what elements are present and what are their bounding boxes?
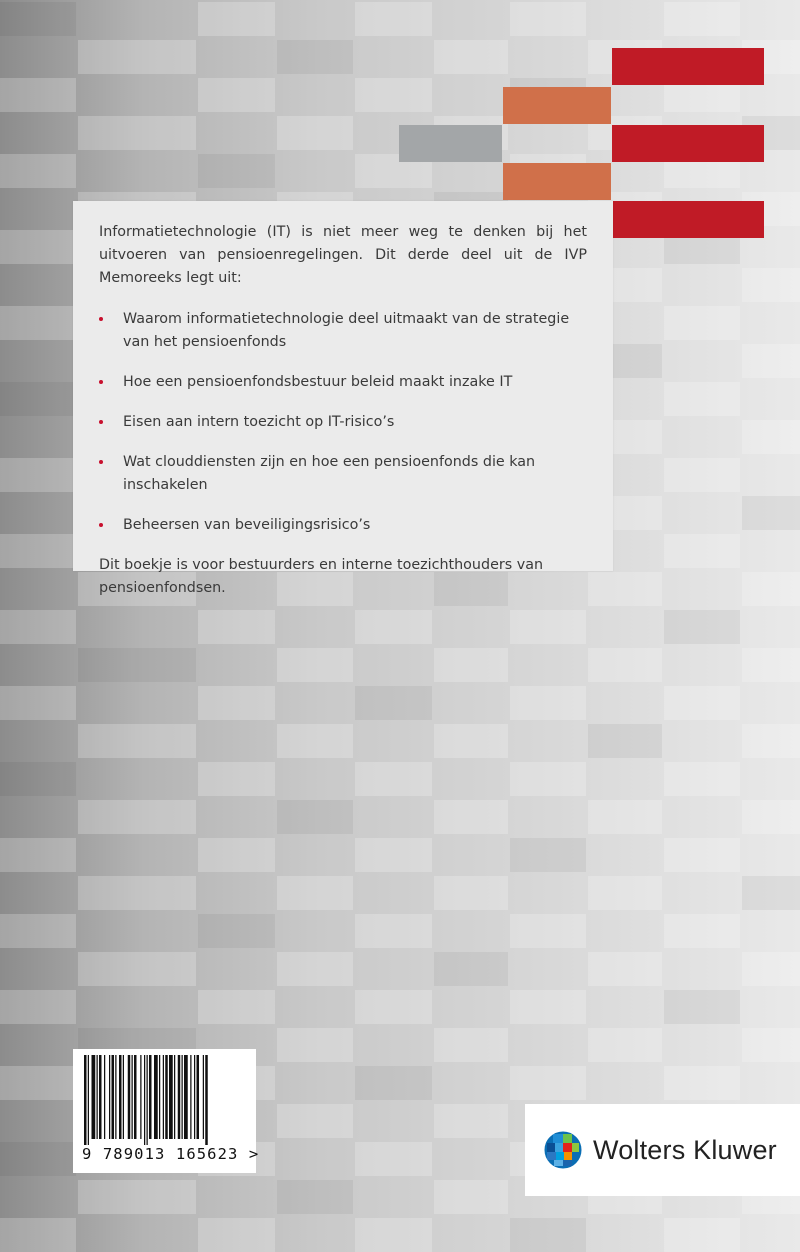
background-tile [0, 762, 76, 796]
background-tile [664, 2, 740, 36]
background-tile [277, 952, 353, 986]
background-tile [588, 724, 662, 758]
background-tile [355, 78, 432, 112]
background-tile [0, 686, 76, 720]
background-tile [742, 268, 800, 302]
background-tile [0, 534, 76, 568]
background-tile [0, 154, 76, 188]
accent-red-block-top [612, 48, 764, 85]
barcode-bar [99, 1055, 102, 1139]
background-tile [742, 952, 800, 986]
intro-text: Informatietechnologie (IT) is niet meer weg te denken bij het uitvoeren van pensioenregelingen. Dit derde deel uit de IVP Memoreeks legt uit: [99, 224, 587, 286]
background-tile [742, 496, 800, 530]
background-tile [664, 458, 740, 492]
barcode-bar [154, 1055, 158, 1139]
barcode-bar [194, 1055, 195, 1139]
background-tile [0, 610, 76, 644]
background-tile [434, 876, 508, 910]
background-tile [0, 382, 76, 416]
background-tile [434, 1028, 508, 1062]
background-tile [277, 648, 353, 682]
background-tile [78, 116, 196, 150]
background-tile [78, 40, 196, 74]
background-tile [0, 78, 76, 112]
background-tile [510, 914, 586, 948]
barcode-bar [104, 1055, 105, 1139]
background-tile [588, 572, 662, 606]
barcode-bar [132, 1055, 133, 1139]
accent-grey-block [399, 125, 502, 162]
background-tile [277, 40, 353, 74]
background-tile [742, 724, 800, 758]
background-tile [434, 40, 508, 74]
background-tile [198, 610, 275, 644]
background-tile [434, 1104, 508, 1138]
barcode-bar [92, 1055, 96, 1139]
background-tile [664, 686, 740, 720]
background-tile [510, 610, 586, 644]
barcode-digits: 9 789013 165623 > [82, 1145, 260, 1163]
background-tile [198, 990, 275, 1024]
background-tile [742, 876, 800, 910]
publisher-logo [525, 1104, 800, 1196]
background-tile [0, 1142, 76, 1176]
background-tile [742, 344, 800, 378]
barcode-bar [97, 1055, 98, 1139]
barcode-bar [165, 1055, 168, 1139]
list-item: Eisen aan intern toezicht op IT-risico’s [99, 411, 587, 434]
background-tile [588, 800, 662, 834]
description-panel [73, 201, 613, 596]
background-tile [277, 1028, 353, 1062]
background-tile [0, 1066, 76, 1100]
bullet-icon [99, 460, 103, 464]
background-tile [510, 1218, 586, 1252]
background-tile [664, 610, 740, 644]
barcode-bar [159, 1055, 160, 1139]
accent-orange-block-top [503, 87, 611, 124]
barcode-bar [174, 1055, 175, 1139]
barcode-bar [84, 1055, 87, 1145]
accent-red-block-bottom [612, 201, 764, 238]
background-tile [277, 724, 353, 758]
background-tile [78, 800, 196, 834]
barcode-bar [147, 1055, 148, 1145]
barcode-bar [178, 1055, 181, 1139]
wolters-kluwer-mosaic-icon [543, 1130, 583, 1170]
barcode-bar [163, 1055, 164, 1139]
barcode-bar [123, 1055, 124, 1139]
list-item: Waarom informatietechnologie deel uitmaakt van de strategie van het pensioenfonds [99, 308, 587, 354]
closing-text: Dit boekje is voor bestuurders en interne toezichthouders van pensioenfondsen. [99, 557, 544, 596]
background-tile [434, 724, 508, 758]
list-item: Hoe een pensioenfondsbestuur beleid maakt inzake IT [99, 371, 587, 394]
background-tile [277, 1104, 353, 1138]
background-tile [355, 1218, 432, 1252]
background-tile [664, 990, 740, 1024]
background-tile [434, 648, 508, 682]
background-tile [198, 686, 275, 720]
background-tile [0, 2, 76, 36]
background-tile [742, 572, 800, 606]
barcode-bar [109, 1055, 110, 1139]
barcode-bar [205, 1055, 208, 1145]
background-tile [664, 914, 740, 948]
background-tile [510, 838, 586, 872]
background-tile [355, 838, 432, 872]
background-tile [78, 876, 196, 910]
background-tile [78, 952, 196, 986]
background-tile [434, 800, 508, 834]
background-tile [664, 306, 740, 340]
background-tile [588, 1028, 662, 1062]
background-tile [355, 1142, 432, 1176]
barcode-bar [128, 1055, 131, 1139]
background-tile [198, 78, 275, 112]
background-tile [277, 876, 353, 910]
background-tile [510, 686, 586, 720]
background-tile [588, 648, 662, 682]
barcode-bar [169, 1055, 173, 1139]
barcode-bar [190, 1055, 191, 1139]
barcode-icon [82, 1055, 247, 1145]
barcode-bar [184, 1055, 188, 1139]
background-tile [198, 914, 275, 948]
background-tile [664, 838, 740, 872]
background-tile [434, 1180, 508, 1214]
background-tile [355, 610, 432, 644]
bullet-icon [99, 317, 103, 321]
background-tile [198, 838, 275, 872]
background-tile [510, 990, 586, 1024]
topic-list [99, 308, 587, 537]
background-tile [510, 762, 586, 796]
list-item: Beheersen van beveiligingsrisico’s [99, 514, 587, 537]
background-tile [742, 800, 800, 834]
accent-red-block-middle [612, 125, 764, 162]
background-tile [0, 306, 76, 340]
barcode-bar [144, 1055, 145, 1145]
background-tile [355, 2, 432, 36]
background-tile [664, 762, 740, 796]
barcode-bar [140, 1055, 141, 1139]
background-tile [277, 1180, 353, 1214]
background-tile [277, 116, 353, 150]
background-tile [664, 382, 740, 416]
background-tile [664, 534, 740, 568]
background-tile [510, 1066, 586, 1100]
list-item: Wat clouddiensten zijn en hoe een pensioenfonds die kan inschakelen [99, 451, 587, 497]
background-tile [198, 2, 275, 36]
background-tile [355, 1066, 432, 1100]
background-tile [588, 876, 662, 910]
background-tile [277, 800, 353, 834]
background-tile [0, 838, 76, 872]
barcode-bar [182, 1055, 183, 1139]
background-tile [0, 914, 76, 948]
background-tile [355, 990, 432, 1024]
background-tile [0, 1218, 76, 1252]
background-tile [355, 686, 432, 720]
barcode-bar [203, 1055, 204, 1139]
background-tile [78, 1180, 196, 1214]
barcode-bar [119, 1055, 122, 1139]
barcode-bar [112, 1055, 115, 1139]
brand-name: Wolters Kluwer [593, 1134, 777, 1165]
background-tile [742, 648, 800, 682]
isbn-barcode [73, 1049, 260, 1173]
bullet-icon [99, 523, 103, 527]
background-tile [198, 1218, 275, 1252]
background-tile [742, 420, 800, 454]
barcode-bar [197, 1055, 200, 1139]
barcode-bar [88, 1055, 89, 1145]
accent-orange-block-bottom [503, 163, 611, 200]
background-tile [78, 648, 196, 682]
background-tile [355, 762, 432, 796]
background-tile [664, 1218, 740, 1252]
background-tile [510, 2, 586, 36]
background-tile [198, 762, 275, 796]
barcode-bar [134, 1055, 137, 1139]
background-tile [198, 154, 275, 188]
background-tile [742, 1028, 800, 1062]
background-tile [0, 990, 76, 1024]
background-tile [355, 914, 432, 948]
background-tile [0, 230, 76, 264]
barcode-bar [115, 1055, 116, 1139]
background-tile [664, 1066, 740, 1100]
background-tile [434, 952, 508, 986]
bullet-icon [99, 420, 103, 424]
background-tile [0, 458, 76, 492]
background-tile [78, 724, 196, 758]
barcode-bar [149, 1055, 152, 1139]
bullet-icon [99, 380, 103, 384]
background-tile [588, 952, 662, 986]
